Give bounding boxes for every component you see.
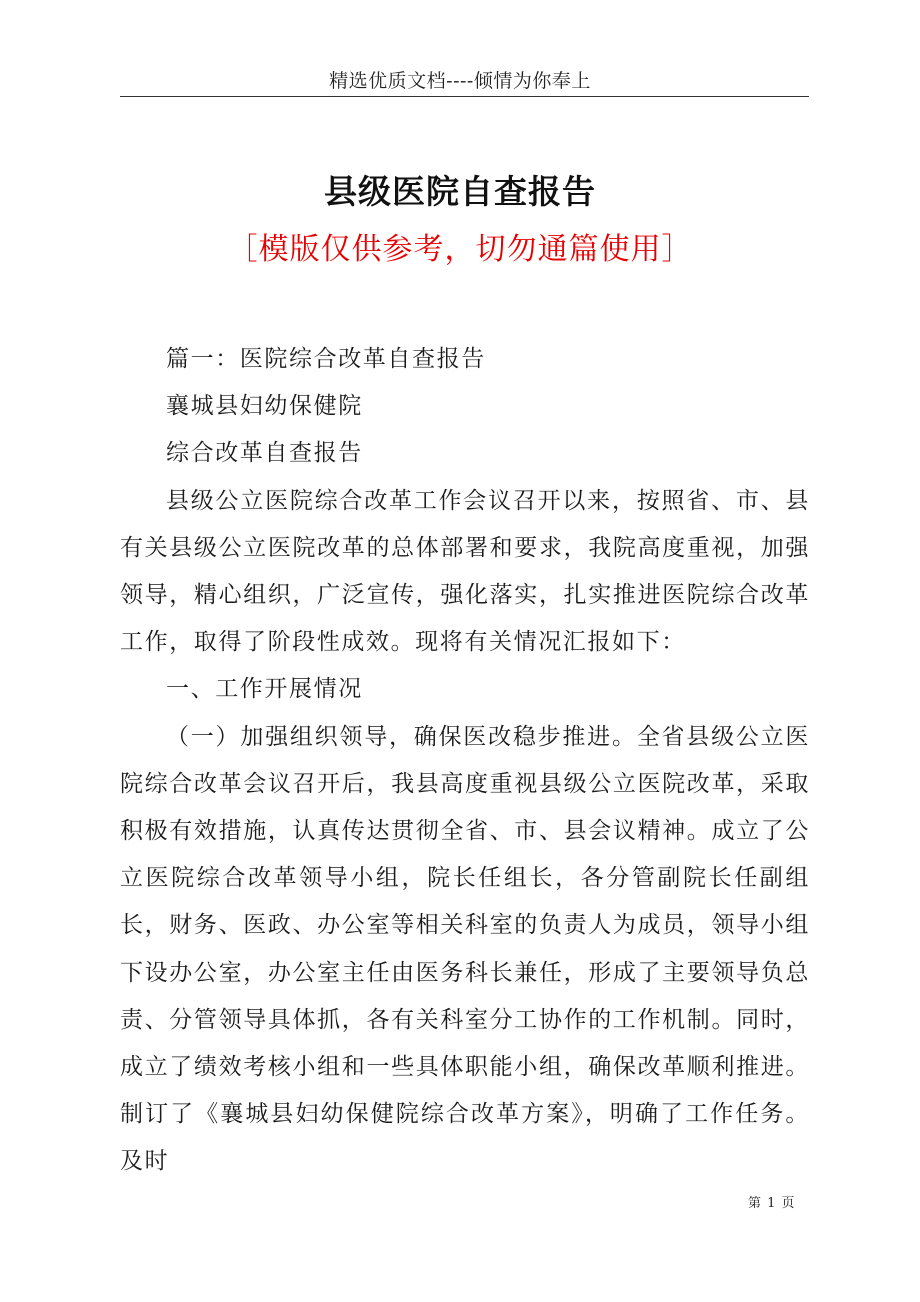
body-paragraph: （一）加强组织领导，确保医改稳步推进。全省县级公立医院综合改革会议召开后，我县高度重视县级公立医院改革，采取积极有效措施，认真传达贯彻全省、市、县会议精神。成立了公立医院综合改革领导小组，院长任组长，各分管副院长任副组长，财务、医政、办公室等相关科室的负责人为成员，领导小组下设办公室，办公室主任由医务科长兼任，形成了主要领导负总责、分管领导具体抓，各有关科室分工协作的工作机制。同时，成立了绩效考核小组和一些具体职能小组，确保改革顺利推进。制订了《襄城县妇幼保健院综合改革方案》，明确了工作任务。及时 — [120, 723, 810, 1175]
intro-paragraph: 县级公立医院综合改革工作会议召开以来，按照省、市、县有关县级公立医院改革的总体部署和要求，我院高度重视，加强领导，精心组织，广泛宣传，强化落实，扎实推进医院综合改革工作，取得了阶段性成效。现将有关情况汇报如下： — [120, 487, 810, 656]
document-body — [120, 336, 810, 1186]
page-number: 第 1 页 — [748, 1196, 796, 1211]
subsection-heading: 一、工作开展情况 — [166, 676, 363, 703]
section-heading: 篇一：医院综合改革自查报告 — [166, 346, 486, 372]
header-divider — [120, 96, 809, 97]
organization-name: 襄城县妇幼保健院 — [166, 393, 363, 420]
document-title: 县级医院自查报告 — [324, 172, 596, 211]
page-header: 精选优质文档----倾情为你奉上 — [329, 70, 591, 92]
report-title: 综合改革自查报告 — [166, 440, 363, 467]
template-notice: ［模版仅供参考，切勿通篇使用］ — [227, 232, 693, 267]
